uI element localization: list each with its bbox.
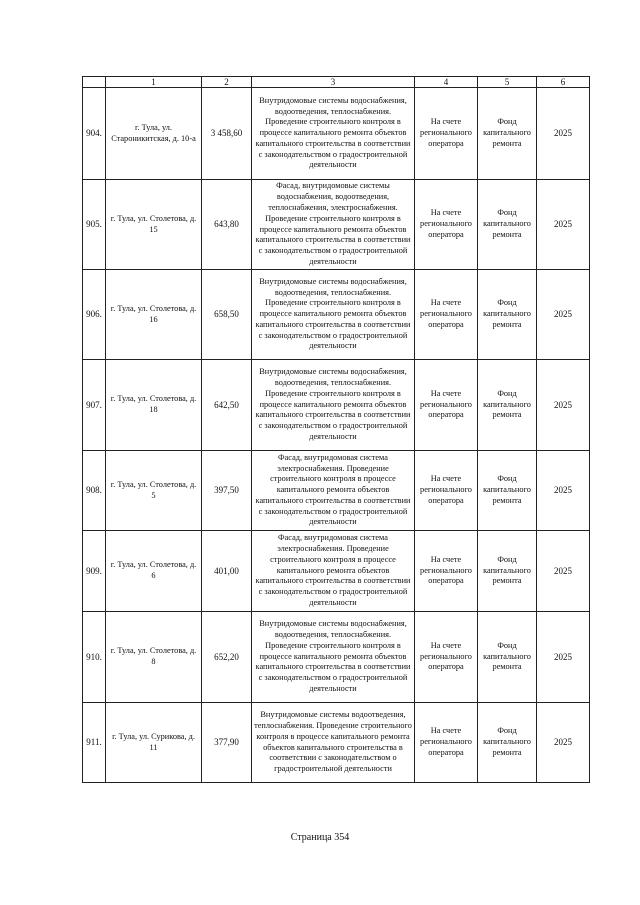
row-year: 2025 (537, 531, 590, 612)
table-row (83, 612, 590, 703)
header-cell-method: 4 (415, 77, 478, 88)
row-method: На счете регионального оператора (415, 270, 478, 360)
table-row (83, 360, 590, 451)
row-area: 397,50 (202, 451, 252, 531)
row-year: 2025 (537, 612, 590, 703)
row-method: На счете регионального оператора (415, 451, 478, 531)
row-year: 2025 (537, 88, 590, 180)
row-year: 2025 (537, 180, 590, 270)
row-area: 643,80 (202, 180, 252, 270)
row-works: Фасад, внутридомовая система электроснабжения. Проведение строительного контроля в процессе капитального ремонта объектов капитального строительства в соответствии с законодательством о градостроительной деятельности (252, 531, 415, 612)
header-cell-address: 1 (106, 77, 202, 88)
row-area: 401,00 (202, 531, 252, 612)
row-number: 905. (83, 180, 106, 270)
table-row (83, 270, 590, 360)
table-row (83, 531, 590, 612)
row-fund: Фонд капитального ремонта (478, 612, 537, 703)
row-area: 652,20 (202, 612, 252, 703)
row-fund: Фонд капитального ремонта (478, 88, 537, 180)
table-row (83, 451, 590, 531)
row-fund: Фонд капитального ремонта (478, 270, 537, 360)
row-works: Внутридомовые системы водоотведения, теплоснабжения. Проведение строительного контроля в процессе капитального ремонта объектов капитального строительства в соответствии с законодательством о градостроительной деятельности (252, 703, 415, 783)
row-number: 909. (83, 531, 106, 612)
row-method: На счете регионального оператора (415, 360, 478, 451)
row-number: 906. (83, 270, 106, 360)
row-area: 3 458,60 (202, 88, 252, 180)
row-works: Внутридомовые системы водоснабжения, водоотведения, теплоснабжения. Проведение строительного контроля в процессе капитального ремонта объектов капитального строительства в соответствии с законодательством о градостроительной деятельности (252, 88, 415, 180)
row-area: 658,50 (202, 270, 252, 360)
row-year: 2025 (537, 360, 590, 451)
row-area: 642,50 (202, 360, 252, 451)
row-method: На счете регионального оператора (415, 531, 478, 612)
row-fund: Фонд капитального ремонта (478, 451, 537, 531)
row-fund: Фонд капитального ремонта (478, 180, 537, 270)
header-cell-num (83, 77, 106, 88)
row-works: Внутридомовые системы водоснабжения, водоотведения, теплоснабжения. Проведение строительного контроля в процессе капитального ремонта объектов капитального строительства в соответствии с законодательством о градостроительной деятельности (252, 270, 415, 360)
page-number: Страница 354 (290, 832, 350, 843)
row-works: Фасад, внутридомовые системы водоснабжения, водоотведения, теплоснабжения, электроснабжения. Проведение строительного контроля в процессе капитального ремонта объектов капитального строительства в соответствии с законодательством о градостроительной деятельности (252, 180, 415, 270)
row-address: г. Тула, ул. Столетова, д. 5 (106, 451, 202, 531)
row-area: 377,90 (202, 703, 252, 783)
row-works: Внутридомовые системы водоснабжения, водоотведения, теплоснабжения. Проведение строительного контроля в процессе капитального ремонта объектов капитального строительства в соответствии с законодательством о градостроительной деятельности (252, 612, 415, 703)
row-number: 904. (83, 88, 106, 180)
row-number: 908. (83, 451, 106, 531)
header-cell-year: 6 (537, 77, 590, 88)
row-works: Фасад, внутридомовая система электроснабжения. Проведение строительного контроля в процессе капитального ремонта объектов капитального строительства в соответствии с законодательством о градостроительной деятельности (252, 451, 415, 531)
row-number: 907. (83, 360, 106, 451)
row-method: На счете регионального оператора (415, 88, 478, 180)
row-address: г. Тула, ул. Столетова, д. 18 (106, 360, 202, 451)
header-cell-works: 3 (252, 77, 415, 88)
row-address: г. Тула, ул. Столетова, д. 8 (106, 612, 202, 703)
row-number: 910. (83, 612, 106, 703)
row-year: 2025 (537, 451, 590, 531)
row-address: г. Тула, ул. Столетова, д. 16 (106, 270, 202, 360)
row-number: 911. (83, 703, 106, 783)
table-row (83, 180, 590, 270)
row-method: На счете регионального оператора (415, 180, 478, 270)
row-fund: Фонд капитального ремонта (478, 531, 537, 612)
works-table (82, 76, 590, 783)
row-address: г. Тула, ул. Староникитская, д. 10-а (106, 88, 202, 180)
row-method: На счете регионального оператора (415, 612, 478, 703)
table-row (83, 703, 590, 783)
row-year: 2025 (537, 270, 590, 360)
row-method: На счете регионального оператора (415, 703, 478, 783)
row-fund: Фонд капитального ремонта (478, 703, 537, 783)
row-address: г. Тула, ул. Сурикова, д. 11 (106, 703, 202, 783)
row-year: 2025 (537, 703, 590, 783)
table-row (83, 88, 590, 180)
header-cell-fund: 5 (478, 77, 537, 88)
header-cell-area: 2 (202, 77, 252, 88)
row-fund: Фонд капитального ремонта (478, 360, 537, 451)
row-address: г. Тула, ул. Столетова, д. 6 (106, 531, 202, 612)
row-works: Внутридомовые системы водоснабжения, водоотведения, теплоснабжения. Проведение строительного контроля в процессе капитального ремонта объектов капитального строительства в соответствии с законодательством о градостроительной деятельности (252, 360, 415, 451)
header-row (83, 77, 590, 88)
row-address: г. Тула, ул. Столетова, д. 15 (106, 180, 202, 270)
